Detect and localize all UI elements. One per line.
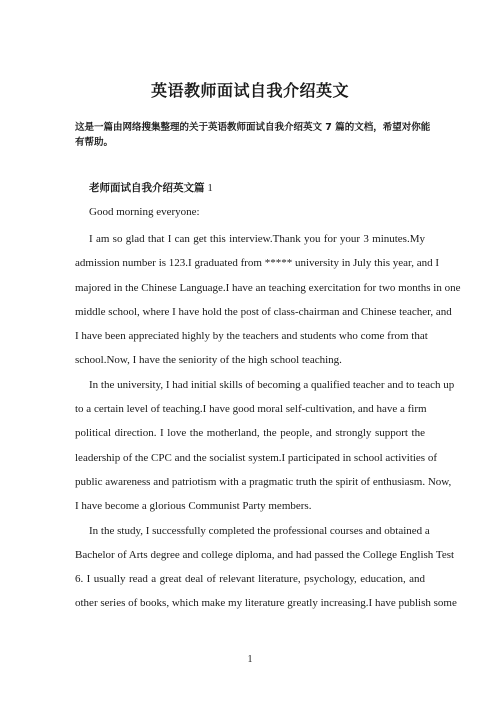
body-line: admission number is 123.I graduated from ***** university in July this year, and I [75, 257, 440, 270]
page-number: 1 [247, 654, 253, 665]
body-line: In the university, I had initial skills of becoming a qualified teacher and to teach up [89, 378, 455, 391]
body-line: to a certain level of teaching.I have good moral self-cultivation, and have a firm [75, 403, 427, 416]
document-body [75, 232, 461, 621]
body-line: Bachelor of Arts degree and college diploma, and had passed the College English Test [75, 548, 455, 561]
document-title: 英语教师面试自我介绍英文 [150, 81, 349, 100]
body-line: leadership of the CPC and the socialist system.I participated in school activities of [75, 451, 438, 464]
body-line: I am so glad that I can get this interview.Thank you for your 3 minutes.My [89, 233, 425, 245]
greeting-line: Good morning everyone: [89, 206, 200, 218]
body-line: In the study, I successfully completed the professional courses and obtained a [89, 524, 430, 537]
body-line: public awareness and patriotism with a pragmatic truth the spirit of enthusiasm. Now, [75, 475, 452, 488]
body-line: I have been appreciated highly by the teachers and students who come from that [75, 330, 428, 343]
body-line: majored in the Chinese Language.I have an teaching exercitation for two months in one [75, 281, 461, 294]
document-intro: 这是一篇由网络搜集整理的关于英语教师面试自我介绍英文 7 篇的文档，希望对你能有帮助。 [75, 122, 431, 148]
body-line: political direction. I love the motherland, the people, and strongly support the [75, 427, 425, 440]
body-line: 6. I usually read a great deal of relevant literature, psychology, education, and [75, 573, 425, 586]
section-heading-text: 老师面试自我介绍英文篇 [89, 182, 205, 194]
body-line: other series of books, which make my literature greatly increasing.I have publish some [75, 597, 457, 610]
body-line: middle school, where I have hold the post of class-chairman and Chinese teacher, and [75, 305, 452, 318]
body-line: school.Now, I have the seniority of the high school teaching. [75, 354, 342, 367]
section-heading [89, 180, 213, 195]
section-number: 1 [207, 183, 213, 194]
body-line: I have become a glorious Communist Party members. [75, 500, 312, 513]
